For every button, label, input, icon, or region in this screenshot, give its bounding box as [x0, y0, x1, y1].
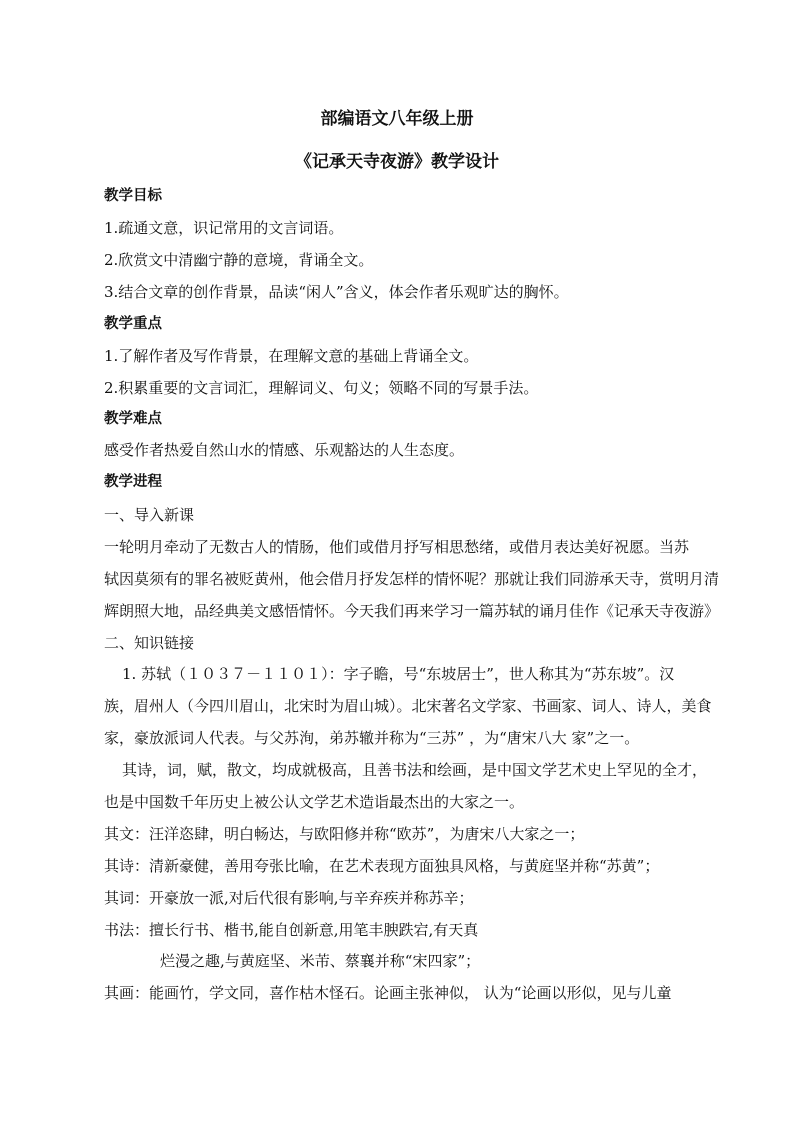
difficulty-item: 感受作者热爱自然山水的情感、乐观豁达的人生态度。	[104, 441, 465, 459]
document-title-grade: 部编语文八年级上册	[320, 109, 474, 129]
section-heading-process: 教学进程	[104, 473, 162, 490]
key-point-item: 1.了解作者及写作背景，在理解文意的基础上背诵全文。	[104, 347, 479, 365]
painting-line: 其画：能画竹，学文同，喜作枯木怪石。论画主张神似， 认为“论画以形似，见与儿童	[104, 984, 672, 1002]
calligraphy-line: 书法：擅长行书、楷书,能自创新意,用笔丰腴跌宕,有天真	[104, 921, 479, 939]
goal-item: 3.结合文章的创作背景，品读“闲人”含义，体会作者乐观旷达的胸怀。	[104, 283, 569, 301]
section-heading-key-points: 教学重点	[104, 315, 162, 332]
intro-paragraph-line: 辉朗照大地，品经典美文感悟情怀。今天我们再来学习一篇苏轼的诵月佳作《记承天寺夜游》	[104, 602, 720, 620]
ci-line: 其词：开豪放一派,对后代很有影响,与辛弃疾并称苏辛；	[104, 889, 474, 907]
process-part-title: 一、导入新课	[104, 506, 195, 524]
goal-item: 1.疏通文意，识记常用的文言词语。	[104, 219, 344, 237]
bio-paragraph-line: 族，眉州人（今四川眉山，北宋时为眉山城）。北宋著名文学家、书画家、词人、诗人，美食	[104, 697, 712, 715]
prose-line: 其文：汪洋恣肆，明白畅达，与欧阳修并称“欧苏”，为唐宋八大家之一；	[104, 825, 585, 843]
calligraphy-line-continued: 烂漫之趣,与黄庭坚、米芾、蔡襄并称“宋四家”；	[160, 952, 481, 970]
talent-paragraph-line: 其诗，词，赋，散文，均成就极高，且善书法和绘画，是中国文学艺术史上罕见的全才，	[122, 761, 708, 779]
section-heading-goals: 教学目标	[104, 187, 162, 204]
document-title-lesson: 《记承天寺夜游》教学设计	[295, 152, 499, 172]
section-heading-difficulties: 教学难点	[104, 410, 162, 427]
bio-paragraph-line: 家，豪放派词人代表。与父苏洵，弟苏辙并称为“三苏” ，为“唐宋八大 家”之一。	[104, 729, 640, 747]
goal-item: 2.欣赏文中清幽宁静的意境，背诵全文。	[104, 251, 374, 269]
intro-paragraph-line: 一轮明月牵动了无数古人的情肠，他们或借月抒写相思愁绪，或借月表达美好祝愿。当苏	[104, 538, 690, 556]
talent-paragraph-line: 也是中国数千年历史上被公认文学艺术造诣最杰出的大家之一。	[104, 793, 525, 811]
bio-paragraph-line: 1. 苏轼（１０３７－１１０１）：字子瞻，号“东坡居士”，世人称其为“苏东坡”。汉	[122, 665, 675, 683]
process-part-title: 二、知识链接	[104, 634, 195, 652]
intro-paragraph-line: 轼因莫须有的罪名被贬黄州，他会借月抒发怎样的情怀呢？那就让我们同游承天寺，赏明月清	[104, 570, 720, 588]
poetry-line: 其诗：清新豪健，善用夸张比喻，在艺术表现方面独具风格，与黄庭坚并称“苏黄”；	[104, 857, 660, 875]
key-point-item: 2.积累重要的文言词汇，理解词义、句义；领略不同的写景手法。	[104, 379, 539, 397]
